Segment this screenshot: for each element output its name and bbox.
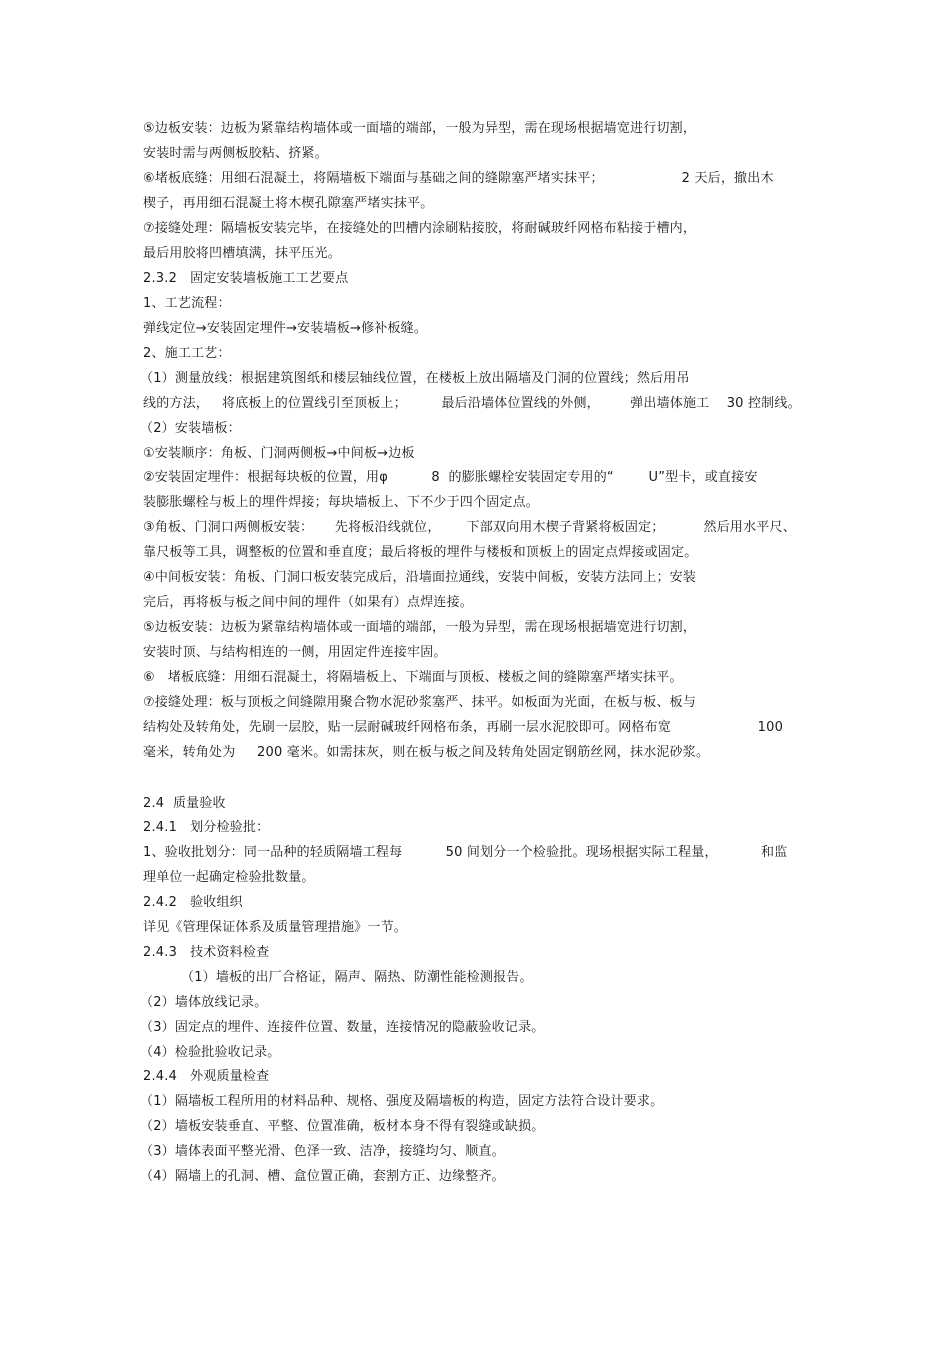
text-line: 1、验收批划分：同一品种的轻质隔墙工程每 50 间划分一个检验批。现场根据实际工程量， 和监 — [143, 845, 788, 860]
text-line: ⑥ 堵板底缝：用细石混凝土，将隔墙板上、下端面与顶板、楼板之间的缝隙塞严堵实抹平。 — [143, 670, 683, 685]
text-line: （2）安装墙板： — [140, 421, 241, 436]
section-heading: 2.3.2 固定安装墙板施工工艺要点 — [143, 271, 349, 286]
text-line: （3）固定点的埋件、连接件位置、数量，连接情况的隐蔽验收记录。 — [140, 1020, 545, 1035]
text-line: 弹线定位→安装固定埋件→安装墙板→修补板缝。 — [143, 321, 428, 336]
text-line: 2、施工工艺： — [143, 346, 231, 361]
text-line: ⑥堵板底缝：用细石混凝土，将隔墙板下端面与基础之间的缝隙塞严堵实抹平； 2 天后，撤出木 — [143, 171, 774, 186]
text-line: ④中间板安装：角板、门洞口板安装完成后，沿墙面拉通线，安装中间板，安装方法同上；安装 — [143, 570, 697, 585]
text-line: ②安装固定埋件：根据每块板的位置，用φ 8 的膨胀螺栓安装固定专用的“ U”型卡，或直接安 — [143, 470, 758, 485]
section-heading: 2.4 质量验收 — [143, 796, 226, 811]
text-line: 理单位一起确定检验批数量。 — [143, 870, 315, 885]
text-line: 楔子，再用细石混凝土将木楔孔隙塞严堵实抹平。 — [143, 196, 434, 211]
text-line: （1）隔墙板工程所用的材料品种、规格、强度及隔墙板的构造，固定方法符合设计要求。 — [140, 1094, 664, 1109]
text-line: （1）墙板的出厂合格证，隔声、隔热、防潮性能检测报告。 — [181, 970, 533, 985]
text-line: （2）墙板安装垂直、平整、位置准确，板材本身不得有裂缝或缺损。 — [140, 1119, 545, 1134]
text-line: ⑤边板安装：边板为紧靠结构墙体或一面墙的端部，一般为异型，需在现场根据墙宽进行切割， — [143, 620, 697, 635]
text-line: 安装时顶、与结构相连的一侧，用固定件连接牢固。 — [143, 645, 447, 660]
section-heading: 2.4.1 划分检验批： — [143, 820, 270, 835]
text-line: ③角板、门洞口两侧板安装： 先将板沿线就位， 下部双向用木楔子背紧将板固定； 然后用水平尺、 — [143, 520, 796, 535]
text-line: 完后，再将板与板之间中间的埋件（如果有）点焊连接。 — [143, 595, 474, 610]
text-line: （1）测量放线：根据建筑图纸和楼层轴线位置，在楼板上放出隔墙及门洞的位置线；然后用吊 — [140, 371, 690, 386]
text-line: 装膨胀螺栓与板上的埋件焊接；每块墙板上、下不少于四个固定点。 — [143, 495, 540, 510]
text-line: （2）墙体放线记录。 — [140, 995, 268, 1010]
text-line: 最后用胶将凹槽填满，抹平压光。 — [143, 246, 342, 261]
text-line: 毫米，转角处为 200 毫米。如需抹灰，则在板与板之间及转角处固定钢筋丝网，抹水泥砂浆。 — [143, 745, 710, 760]
text-line: 线的方法， 将底板上的位置线引至顶板上； 最后沿墙体位置线的外侧， 弹出墙体施工 30 控制线。 — [143, 396, 801, 411]
section-heading: 2.4.2 验收组织 — [143, 895, 243, 910]
text-line: 安装时需与两侧板胶粘、挤紧。 — [143, 146, 328, 161]
text-line: ①安装顺序：角板、门洞两侧板→中间板→边板 — [143, 446, 415, 461]
text-line: 结构处及转角处，先刷一层胶，贴一层耐碱玻纤网格布条，再刷一层水泥胶即可。网格布宽 100 — [143, 720, 784, 735]
text-line: ⑤边板安装：边板为紧靠结构墙体或一面墙的端部，一般为异型，需在现场根据墙宽进行切割， — [143, 121, 697, 136]
text-line: ⑦接缝处理：隔墙板安装完毕，在接缝处的凹槽内涂刷粘接胶，将耐碱玻纤网格布粘接于槽内， — [143, 221, 697, 236]
section-heading: 2.4.3 技术资料检查 — [143, 945, 270, 960]
section-heading: 2.4.4 外观质量检查 — [143, 1069, 270, 1084]
text-line: （4）检验批验收记录。 — [140, 1045, 281, 1060]
text-line: （3）墙体表面平整光滑、色泽一致、洁净，接缝均匀、顺直。 — [140, 1144, 505, 1159]
text-line: ⑦接缝处理：板与顶板之间缝隙用聚合物水泥砂浆塞严、抹平。如板面为光面，在板与板、板与 — [143, 695, 697, 710]
text-line: 1、工艺流程： — [143, 296, 231, 311]
text-line: 详见《管理保证体系及质量管理措施》一节。 — [143, 920, 408, 935]
text-line: 靠尺板等工具，调整板的位置和垂直度；最后将板的埋件与楼板和顶板上的固定点焊接或固定。 — [143, 545, 698, 560]
text-line: （4）隔墙上的孔洞、槽、盒位置正确，套割方正、边缘整齐。 — [140, 1169, 505, 1184]
